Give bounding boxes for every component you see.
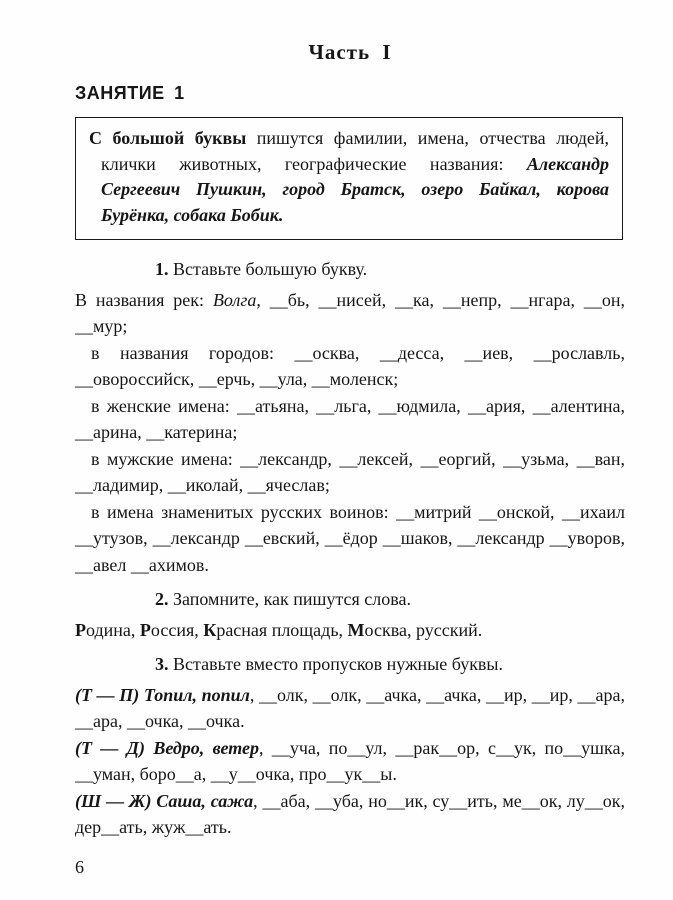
text-segment: одина, (86, 619, 140, 640)
text-segment: в имена знаменитых русских воинов: __митрий __онской, __ихаил __утузов, __лександр __евский, __ёдор __шаков, __лександр __уворов, __авел __ахимов. (75, 501, 625, 575)
exercise1-cities (75, 340, 625, 393)
exercise1-female-names (75, 393, 625, 446)
text-segment: , __уча, по__ул, __рак__ор, с__ук, по__ушка, __уман, боро__а, __у__очка, про__ук__ы. (75, 737, 625, 784)
text-segment: в женские имена: __атьяна, __льга, __юдмила, __ария, __алентина, __арина, __катерина; (75, 395, 625, 442)
text-segment: Александр Сергеевич Пушкин, город Братск, озеро Байкал, корова Бурёнка, собака Бобик. (101, 153, 609, 225)
text-segment: 1. (155, 259, 169, 279)
text-segment: в названия городов: __осква, __десса, __иев, __рославль, __овороссийск, __ерчь, __ула, __моленск; (75, 342, 625, 389)
rule-text (89, 126, 609, 228)
text-segment: Запомните, как пишутся слова. (168, 589, 411, 609)
text-segment: Вставьте большую букву. (168, 259, 368, 279)
page-number: 6 (75, 857, 84, 877)
text-segment: М (347, 619, 365, 640)
exercise2-heading (75, 586, 625, 613)
text-segment: 3. (155, 654, 169, 674)
exercise1-warriors (75, 499, 625, 579)
exercise2-words (75, 617, 625, 644)
text-segment: Р (75, 619, 86, 640)
rule-box (75, 117, 623, 240)
exercise3-td-line (75, 735, 625, 788)
part-title: Часть I (308, 40, 392, 64)
text-segment: , __бь, __нисей, __ка, __непр, __нгара, __он, __мур; (75, 289, 625, 336)
text-segment: 2. (155, 589, 169, 609)
text-segment: расная площадь, (216, 619, 348, 640)
text-segment: (Ш — Ж) Саша, сажа (75, 790, 254, 811)
text-segment: в мужские имена: __лександр, __лексей, __еоргий, __узьма, __ван, __ладимир, __иколай, __ячеслав; (75, 448, 625, 495)
exercise3-shzh-line (75, 788, 625, 841)
text-segment: (Т — П) Топил, попил (75, 684, 250, 705)
text-segment: К (203, 619, 217, 640)
text-segment: Волга (212, 289, 257, 310)
exercise3-heading (75, 651, 625, 678)
text-segment: пишутся фамилии, имена, отчества людей, клички животных, географические названия: (101, 128, 610, 174)
text-segment: С большой буквы (89, 128, 247, 148)
text-segment: оссия, (150, 619, 204, 640)
exercise1-male-names (75, 446, 625, 499)
exercise1-rivers (75, 287, 625, 340)
lesson-title: ЗАНЯТИЕ 1 (75, 83, 185, 103)
text-segment: Р (139, 619, 151, 640)
text-segment: Вставьте вместо пропусков нужные буквы. (168, 654, 504, 674)
text-segment: осква, русский. (364, 619, 483, 640)
exercise1-heading (75, 256, 625, 283)
text-segment: (Т — Д) Ведро, ветер (75, 737, 259, 758)
text-segment: В названия рек: (75, 289, 213, 310)
text-segment: , __аба, __уба, но__ик, су__ить, ме__ок, лу__ок, дер__ать, жуж__ать. (75, 790, 626, 837)
exercise3-tp-line (75, 682, 625, 735)
text-segment: , __олк, __олк, __ачка, __ачка, __ир, __ир, __ара, __ара, __очка, __очка. (75, 684, 626, 731)
